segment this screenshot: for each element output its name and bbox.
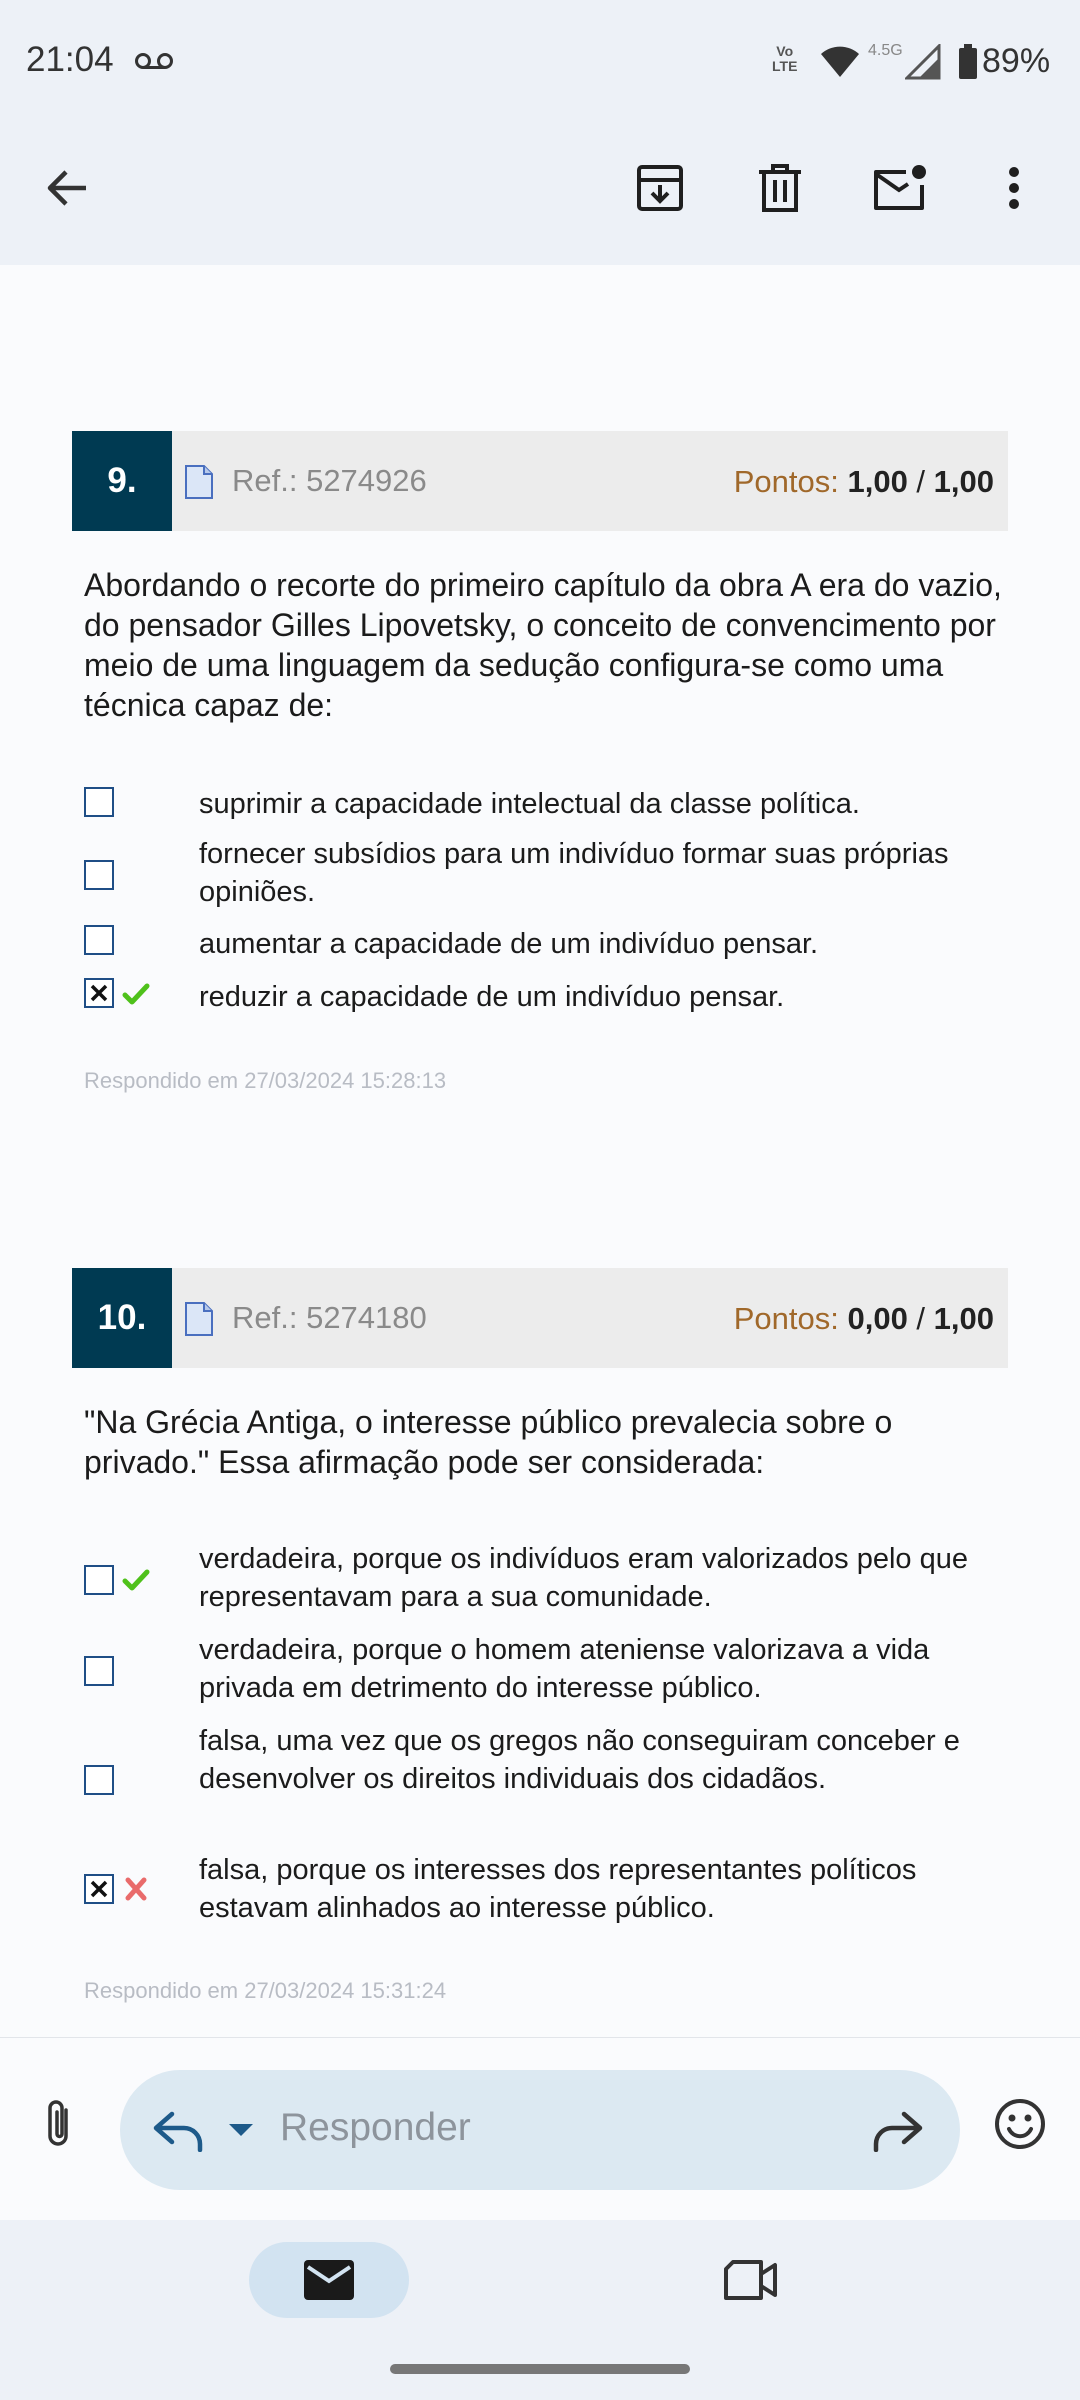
option-text: verdadeira, porque o homem ateniense valorizava a vida privada em detrimento do interesse público. bbox=[199, 1634, 930, 1704]
option-checkbox[interactable] bbox=[84, 1656, 114, 1686]
reply-input[interactable]: Responder bbox=[280, 2106, 471, 2149]
mail-icon bbox=[303, 2259, 355, 2301]
points-separator: / bbox=[907, 464, 934, 499]
reply-bar bbox=[0, 2037, 1080, 2220]
document-icon bbox=[184, 1301, 214, 1337]
bottom-navigation bbox=[0, 2220, 1080, 2400]
voicemail-icon bbox=[134, 52, 174, 70]
question-ref: Ref.: 5274926 bbox=[232, 463, 427, 498]
question-number: 10. bbox=[72, 1268, 172, 1368]
emoji-button[interactable] bbox=[990, 2094, 1050, 2154]
paperclip-icon bbox=[41, 2096, 75, 2152]
mark-unread-button[interactable] bbox=[864, 152, 936, 224]
forward-icon[interactable] bbox=[872, 2108, 924, 2152]
correct-check-icon bbox=[122, 1568, 150, 1592]
emoji-icon bbox=[993, 2097, 1047, 2151]
archive-button[interactable] bbox=[624, 152, 696, 224]
back-button[interactable] bbox=[32, 152, 104, 224]
back-arrow-icon bbox=[46, 166, 90, 210]
option-text: reduzir a capacidade de um indivíduo pensar. bbox=[199, 981, 785, 1013]
battery-icon bbox=[958, 44, 978, 80]
points-separator: / bbox=[907, 1301, 934, 1336]
option-checkbox[interactable] bbox=[84, 787, 114, 817]
volte-line1: Vo bbox=[776, 43, 794, 59]
points-label: Pontos: bbox=[733, 1301, 839, 1336]
points-score: 0,00 bbox=[847, 1301, 908, 1336]
answered-timestamp: Respondido em 27/03/2024 15:28:13 bbox=[84, 1068, 447, 1093]
points-score: 1,00 bbox=[847, 464, 908, 499]
option-text: aumentar a capacidade de um indivíduo pensar. bbox=[199, 928, 819, 960]
attach-button[interactable] bbox=[28, 2094, 88, 2154]
app-bar bbox=[0, 130, 1080, 265]
nav-mail-tab[interactable] bbox=[249, 2242, 409, 2318]
option-checkbox[interactable] bbox=[84, 860, 114, 890]
points-label: Pontos: bbox=[733, 464, 839, 499]
reply-field[interactable] bbox=[120, 2070, 960, 2190]
question-header bbox=[72, 431, 1008, 531]
option-text: falsa, porque os interesses dos representantes políticos estavam alinhados ao interesse público. bbox=[199, 1854, 917, 1924]
chevron-down-icon[interactable] bbox=[226, 2120, 256, 2140]
message-body[interactable] bbox=[0, 265, 1080, 2037]
question-header bbox=[72, 1268, 1008, 1368]
reply-icon[interactable] bbox=[152, 2108, 204, 2152]
battery-percentage: 89% bbox=[982, 42, 1051, 80]
option-text: suprimir a capacidade intelectual da classe política. bbox=[199, 788, 860, 820]
home-indicator[interactable] bbox=[390, 2364, 690, 2374]
x-mark-icon bbox=[88, 982, 110, 1004]
more-vertical-icon bbox=[1006, 166, 1022, 210]
question-points bbox=[734, 464, 994, 500]
network-type-label: 4.5G bbox=[868, 42, 903, 59]
option-checkbox[interactable] bbox=[84, 1565, 114, 1595]
question-text: "Na Grécia Antiga, o interesse público prevalecia sobre o privado." Essa afirmação pode ser considerada: bbox=[84, 1404, 893, 1480]
video-camera-icon bbox=[723, 2259, 779, 2301]
signal-icon bbox=[905, 44, 941, 80]
volte-line2: LTE bbox=[772, 58, 798, 74]
option-checkbox-checked[interactable] bbox=[84, 978, 114, 1008]
status-bar bbox=[0, 0, 1080, 130]
document-icon bbox=[184, 464, 214, 500]
question-text: Abordando o recorte do primeiro capítulo da obra A era do vazio, do pensador Gilles Lipovetsky, o conceito de convencimento por meio de uma linguagem da sedução configura-se como uma técnica capaz de: bbox=[84, 567, 1002, 723]
option-checkbox[interactable] bbox=[84, 925, 114, 955]
volte-icon bbox=[772, 44, 797, 74]
more-options-button[interactable] bbox=[978, 152, 1050, 224]
option-text: verdadeira, porque os indivíduos eram valorizados pelo que representavam para a sua comunidade. bbox=[199, 1543, 968, 1613]
points-total: 1,00 bbox=[933, 1301, 994, 1336]
wrong-x-icon bbox=[122, 1877, 150, 1901]
question-points bbox=[734, 1301, 994, 1337]
trash-icon bbox=[757, 163, 803, 213]
nav-meet-tab[interactable] bbox=[706, 2244, 796, 2316]
option-checkbox-checked[interactable] bbox=[84, 1874, 114, 1904]
answered-timestamp: Respondido em 27/03/2024 15:31:24 bbox=[84, 1978, 447, 2003]
archive-icon bbox=[635, 163, 685, 213]
status-time: 21:04 bbox=[26, 40, 114, 79]
mark-unread-icon bbox=[872, 163, 928, 213]
option-text: falsa, uma vez que os gregos não conseguiram conceber e desenvolver os direitos individuais dos cidadãos. bbox=[199, 1725, 960, 1795]
question-number: 9. bbox=[72, 431, 172, 531]
delete-button[interactable] bbox=[744, 152, 816, 224]
correct-check-icon bbox=[122, 982, 150, 1006]
question-ref: Ref.: 5274180 bbox=[232, 1300, 427, 1335]
option-checkbox[interactable] bbox=[84, 1765, 114, 1795]
option-text: fornecer subsídios para um indivíduo formar suas próprias opiniões. bbox=[199, 838, 949, 908]
points-total: 1,00 bbox=[933, 464, 994, 499]
x-mark-icon bbox=[88, 1878, 110, 1900]
wifi-icon bbox=[820, 44, 860, 78]
